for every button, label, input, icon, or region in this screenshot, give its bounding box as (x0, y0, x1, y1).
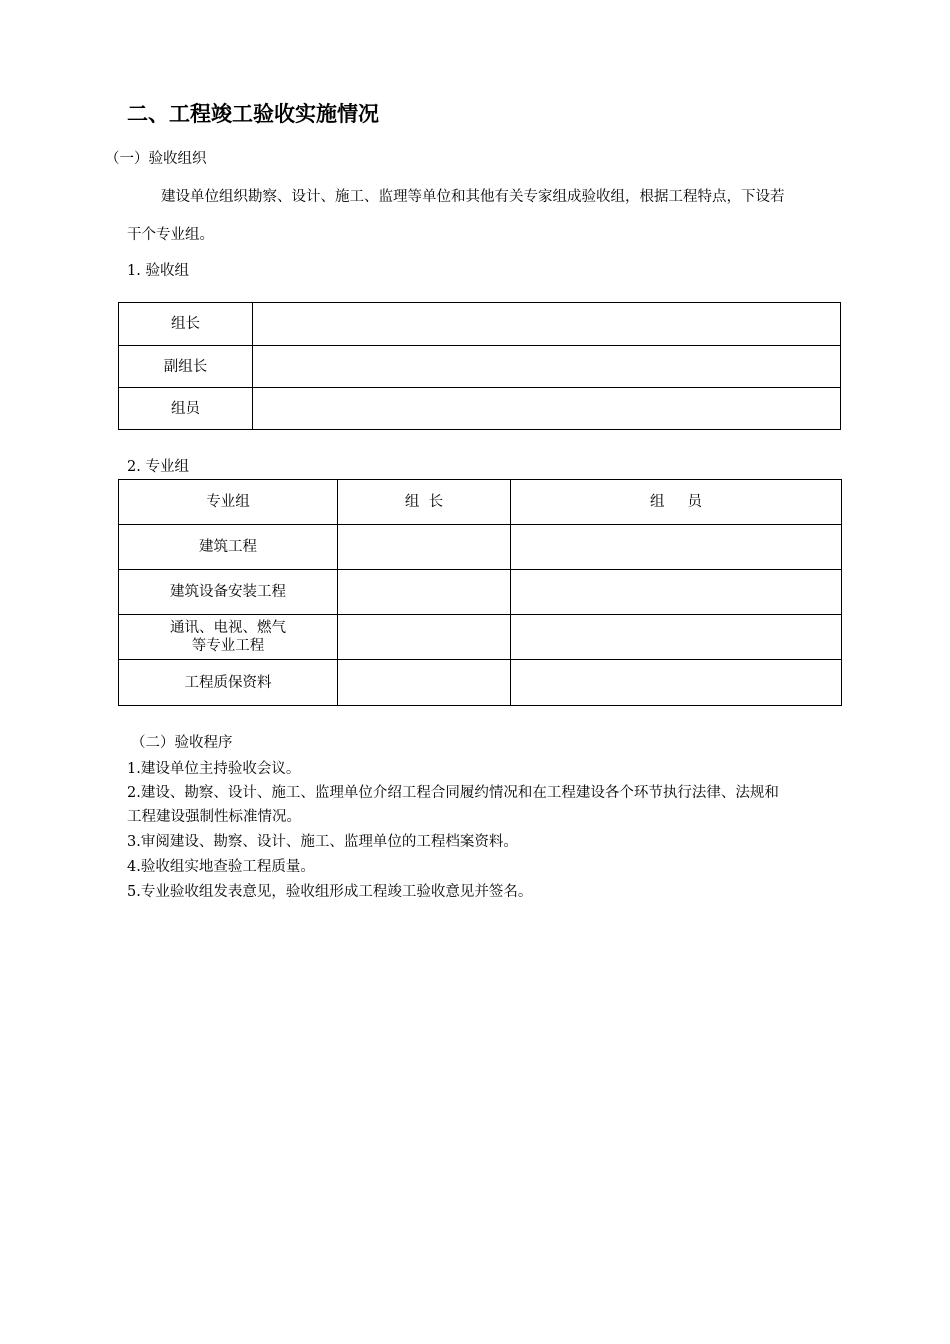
part1-heading: （一）验收组织 (105, 151, 207, 167)
table-cell-leader (338, 615, 511, 660)
table-cell-members (511, 615, 842, 660)
table-cell-label: 组长 (119, 303, 253, 346)
table-header: 组 员 (511, 480, 842, 525)
table-cell-label: 副组长 (119, 346, 253, 388)
step-item: 3.审阅建设、勘察、设计、施工、监理单位的工程档案资料。 (127, 834, 518, 850)
table-cell-name: 建筑工程 (119, 525, 338, 570)
table-header: 专业组 (119, 480, 338, 525)
step-item: 5.专业验收组发表意见，验收组形成工程竣工验收意见并签名。 (127, 884, 533, 900)
table-cell-value (253, 388, 841, 430)
section-title: 二、工程竣工验收实施情况 (127, 102, 379, 126)
table-cell-name-line2: 等专业工程 (191, 638, 265, 654)
table-cell-leader (338, 570, 511, 615)
table-cell-name-line1: 通讯、电视、燃气 (170, 620, 286, 636)
table-cell-name: 工程质保资料 (119, 660, 338, 706)
table-cell-leader (338, 525, 511, 570)
table-cell-name (119, 615, 338, 660)
step-item: 4.验收组实地查验工程质量。 (127, 859, 315, 875)
paragraph-line-1: 建设单位组织勘察、设计、施工、监理等单位和其他有关专家组成验收组，根据工程特点，下设若 (161, 189, 785, 205)
table-cell-label: 组员 (119, 388, 253, 430)
table-header: 组 长 (338, 480, 511, 525)
group1-label: 1. 验收组 (127, 263, 189, 279)
specialty-group-table (118, 479, 842, 706)
part2-heading: （二）验收程序 (131, 735, 233, 751)
table-cell-members (511, 570, 842, 615)
acceptance-group-table (118, 302, 841, 430)
table-cell-members (511, 525, 842, 570)
group2-label: 2. 专业组 (127, 459, 189, 475)
table-cell-name: 建筑设备安装工程 (119, 570, 338, 615)
table-cell-value (253, 303, 841, 346)
table-cell-members (511, 660, 842, 706)
step-item: 1.建设单位主持验收会议。 (127, 761, 301, 777)
paragraph-line-2: 干个专业组。 (127, 227, 214, 243)
step-item: 2.建设、勘察、设计、施工、监理单位介绍工程合同履约情况和在工程建设各个环节执行法律、法规和 (127, 785, 779, 801)
table-cell-leader (338, 660, 511, 706)
step-item-continuation: 工程建设强制性标准情况。 (127, 809, 301, 825)
table-cell-value (253, 346, 841, 388)
